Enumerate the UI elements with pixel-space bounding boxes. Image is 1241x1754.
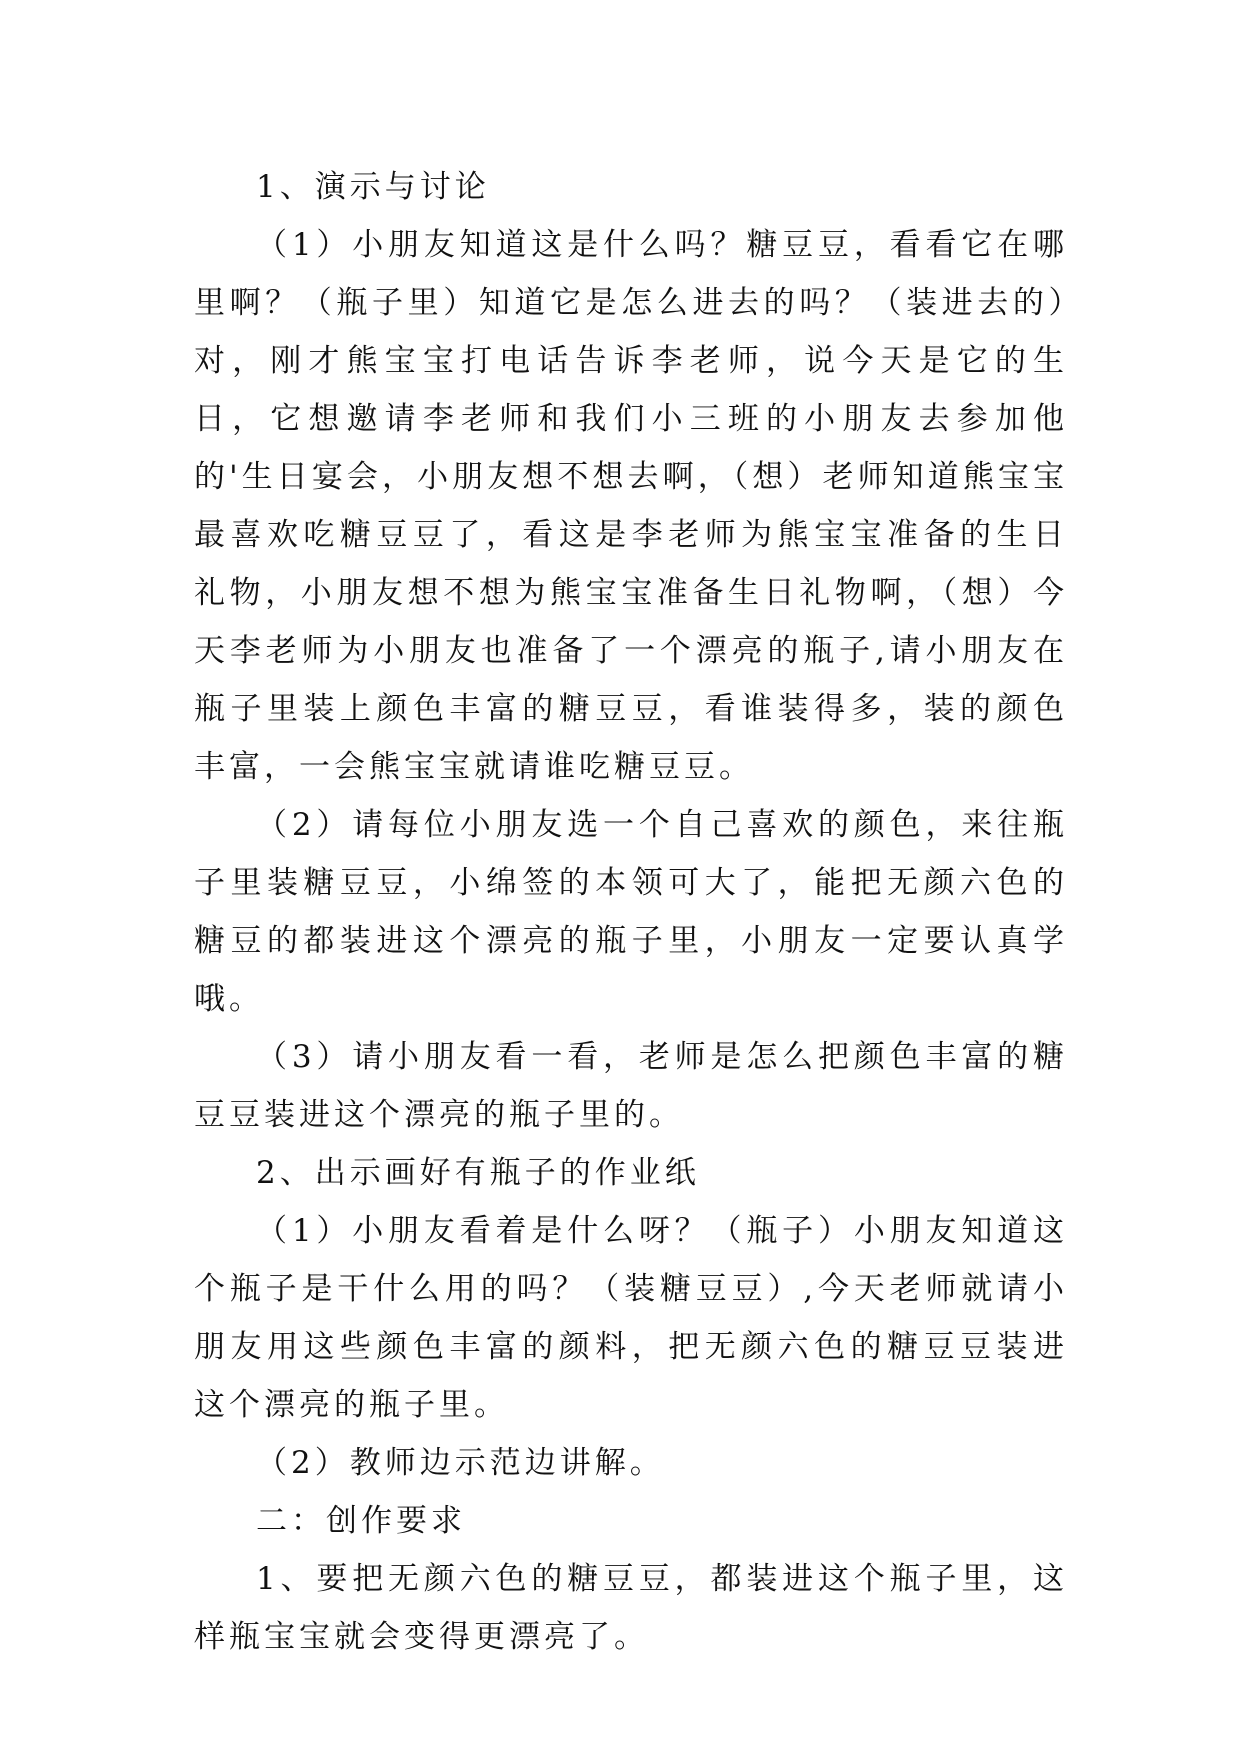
section-heading-2: 2、出示画好有瓶子的作业纸	[256, 1155, 700, 1191]
paragraph-1: （1）小朋友知道这是什么吗？糖豆豆，看看它在哪里啊？（瓶子里）知道它是怎么进去的吗？（装进去的）对，刚才熊宝宝打电话告诉李老师，说今天是它的生日，它想邀请李老师和我们小三班的小朋友去参加他的'生日宴会，小朋友想不想去啊，（想）老师知道熊宝宝最喜欢吃糖豆豆了，看这是李老师为熊宝宝准备的生日礼物，小朋友想不想为熊宝宝准备生日礼物啊，（想）今天李老师为小朋友也准备了一个漂亮的瓶子,请小朋友在瓶子里装上颜色丰富的糖豆豆，看谁装得多，装的颜色丰富，一会熊宝宝就请谁吃糖豆豆。	[194, 227, 1068, 785]
document-body	[194, 158, 1068, 1666]
section-heading-1: 1、演示与讨论	[256, 169, 490, 205]
paragraph-5: （2）教师边示范边讲解。	[256, 1445, 665, 1481]
section-heading-3: 二：创作要求	[256, 1503, 466, 1539]
paragraph-3: （3）请小朋友看一看，老师是怎么把颜色丰富的糖豆豆装进这个漂亮的瓶子里的。	[194, 1039, 1068, 1133]
paragraph-6: 1、要把无颜六色的糖豆豆，都装进这个瓶子里，这样瓶宝宝就会变得更漂亮了。	[194, 1561, 1068, 1655]
paragraph-4: （1）小朋友看着是什么呀？（瓶子）小朋友知道这个瓶子是干什么用的吗？（装糖豆豆）,今天老师就请小朋友用这些颜色丰富的颜料，把无颜六色的糖豆豆装进这个漂亮的瓶子里。	[194, 1213, 1068, 1423]
paragraph-2: （2）请每位小朋友选一个自己喜欢的颜色，来往瓶子里装糖豆豆，小绵签的本领可大了，能把无颜六色的糖豆的都装进这个漂亮的瓶子里，小朋友一定要认真学哦。	[194, 807, 1068, 1017]
